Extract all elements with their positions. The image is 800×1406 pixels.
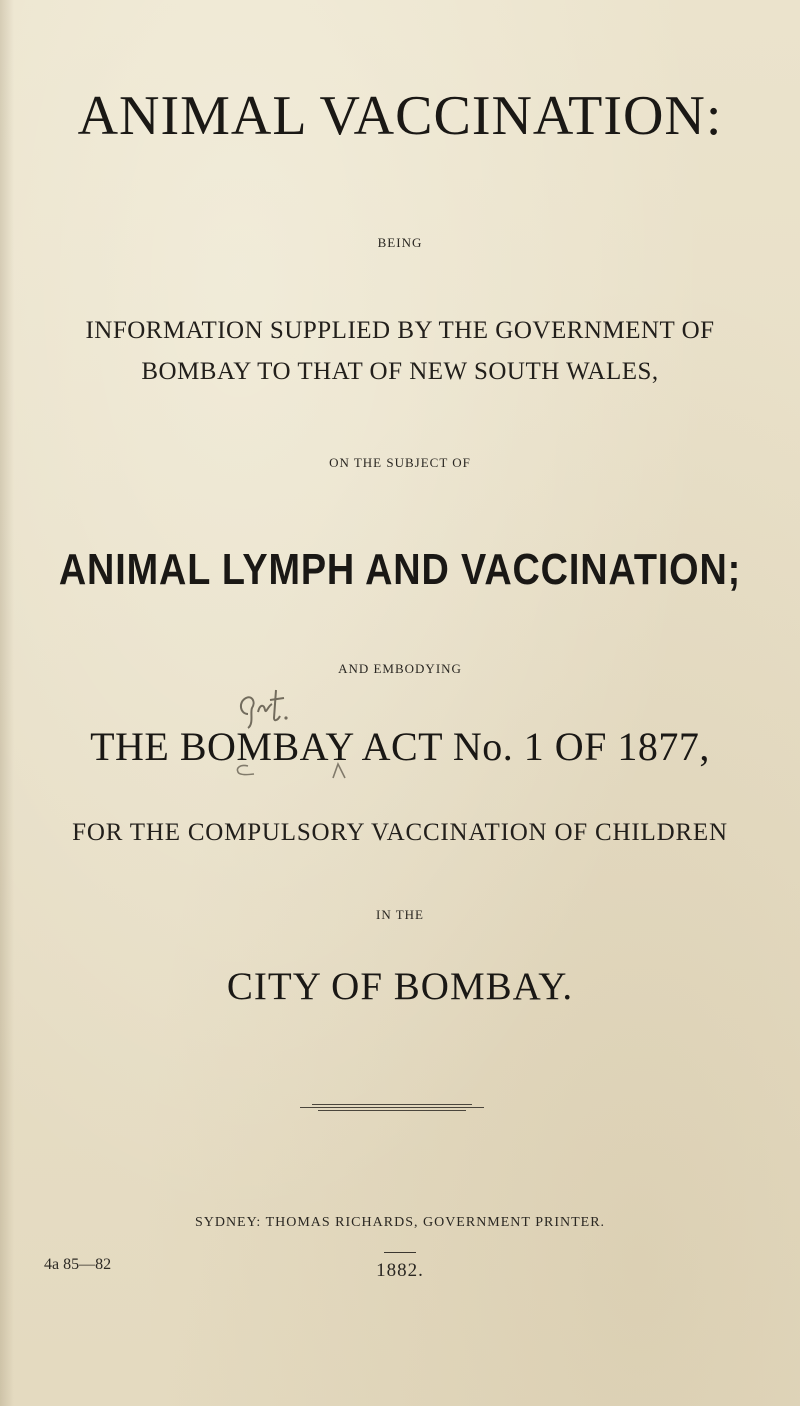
subtitle: ANIMAL LYMPH AND VACCINATION;: [58, 545, 742, 594]
pencil-mark-caret: [330, 760, 348, 782]
in-the-label: IN THE: [375, 907, 424, 922]
pencil-mark-caret-drawing: [330, 760, 348, 782]
information-line-1: INFORMATION SUPPLIED BY THE GOVERNMENT OF: [85, 317, 715, 344]
pencil-mark-c: [230, 760, 258, 780]
publication-year: 1882.: [376, 1260, 424, 1281]
city-title: CITY OF BOMBAY.: [226, 965, 574, 1008]
purpose-line: FOR THE COMPULSORY VACCINATION OF CHILDREN: [72, 819, 728, 846]
divider-rule: [300, 1107, 484, 1108]
divider-rule: [318, 1110, 466, 1111]
divider-rule: [312, 1104, 472, 1105]
pencil-mark-c-drawing: [230, 760, 258, 780]
catalogue-number: 4a 85—82: [44, 1256, 112, 1273]
embodying-label: AND EMBODYING: [338, 661, 462, 676]
page-edge-shadow: [0, 0, 14, 1406]
year-rule: [384, 1252, 416, 1253]
printer-imprint: SYDNEY: THOMAS RICHARDS, GOVERNMENT PRINTER.: [194, 1215, 606, 1230]
subject-label: ON THE SUBJECT OF: [329, 455, 471, 470]
act-title: THE BOMBAY ACT No. 1 OF 1877,: [90, 724, 710, 769]
main-title: ANIMAL VACCINATION:: [77, 85, 723, 147]
being-label: BEING: [377, 235, 423, 250]
information-line-2: BOMBAY TO THAT OF NEW SOUTH WALES,: [141, 358, 659, 385]
